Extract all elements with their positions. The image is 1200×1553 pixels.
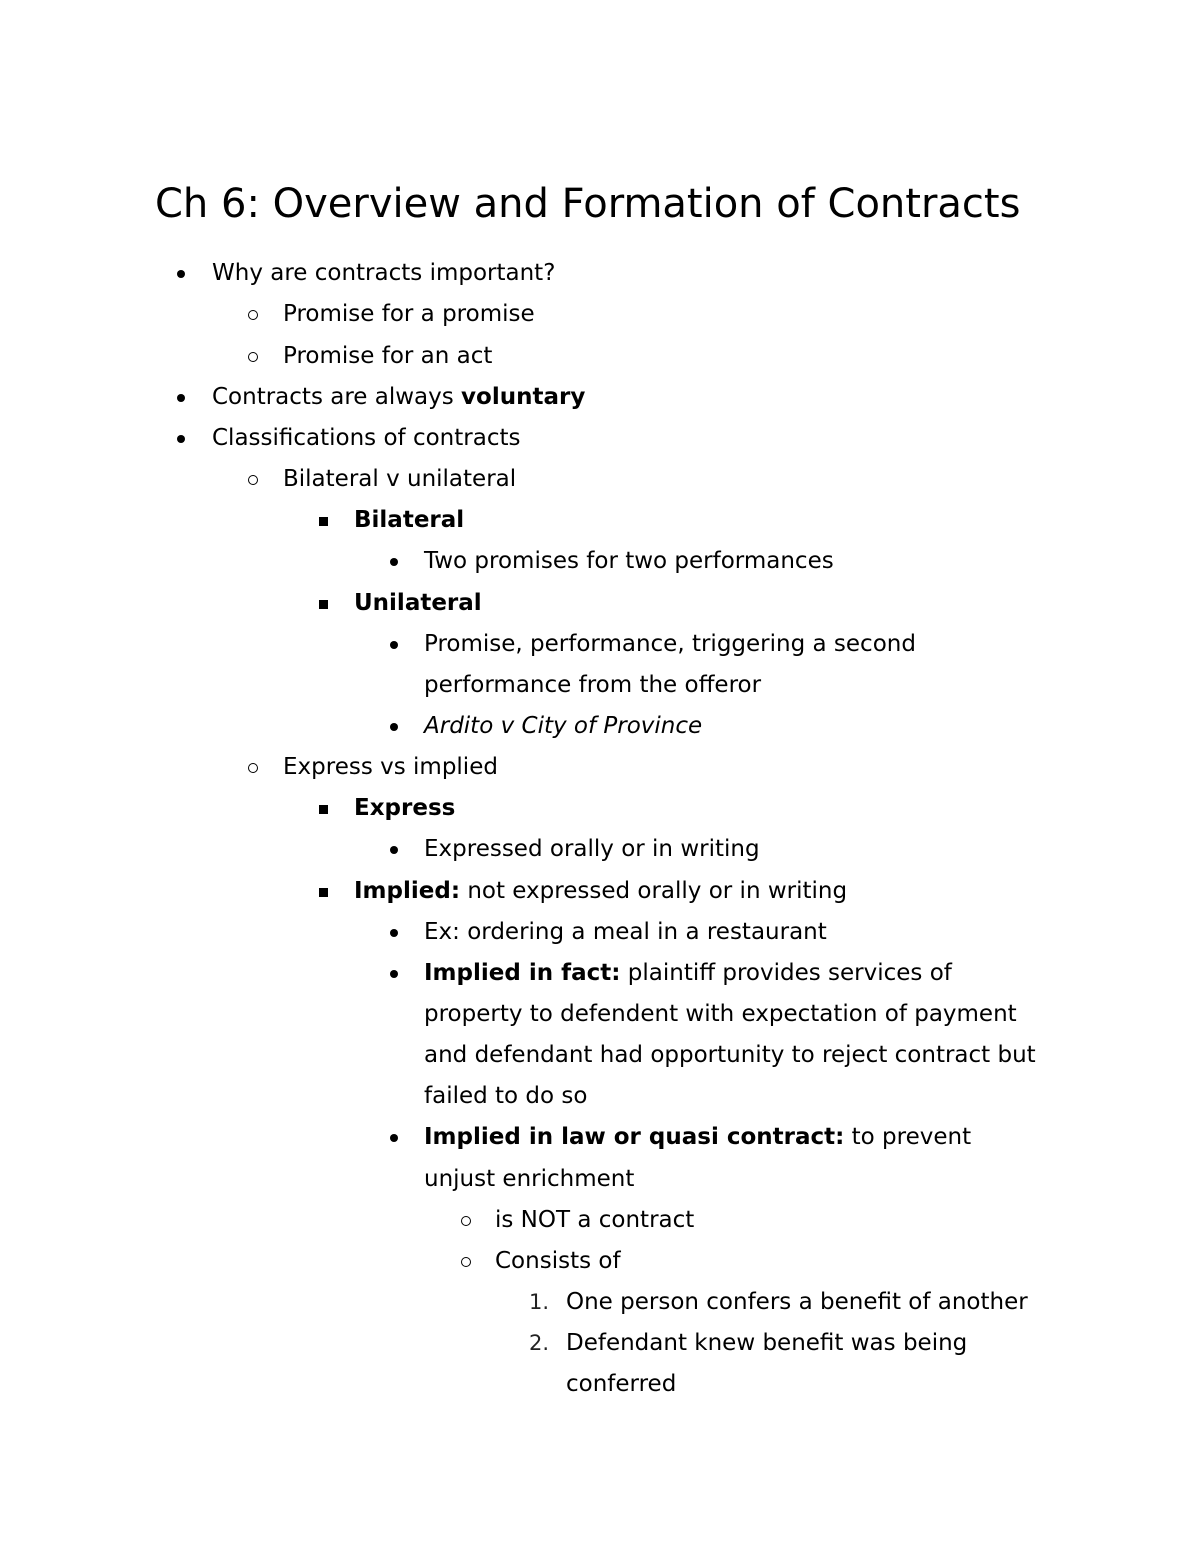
list-item — [0, 747, 1200, 788]
list-item — [0, 336, 1200, 377]
item-text: Implied: not expressed orally or in writing — [354, 878, 848, 904]
item-text: property to defendent with expectation of payment — [424, 1001, 1017, 1027]
item-text: Promise for a promise — [283, 301, 535, 327]
list-item — [0, 1282, 1200, 1323]
list-item-continuation — [0, 1035, 1200, 1076]
item-text: failed to do so — [424, 1083, 588, 1109]
list-item — [0, 1241, 1200, 1282]
list-item-continuation — [0, 994, 1200, 1035]
item-text: unjust enrichment — [424, 1166, 635, 1192]
item-text: One person confers a benefit of another — [566, 1289, 1028, 1315]
item-text: Consists of — [495, 1248, 621, 1274]
item-text: Classifications of contracts — [212, 425, 521, 451]
list-item — [0, 871, 1200, 912]
list-item — [0, 377, 1200, 418]
item-text: Expressed orally or in writing — [424, 836, 760, 862]
item-text: Two promises for two performances — [424, 548, 834, 574]
list-item — [0, 418, 1200, 459]
item-text: Contracts are always voluntary — [212, 384, 586, 410]
list-item — [0, 459, 1200, 500]
item-text: and defendant had opportunity to reject contract but — [424, 1042, 1036, 1068]
list-item — [0, 294, 1200, 335]
list-number: 2. — [529, 1331, 550, 1355]
item-text: Defendant knew benefit was being — [566, 1330, 968, 1356]
item-text: Promise for an act — [283, 343, 493, 369]
list-item — [0, 624, 1200, 665]
item-text: Implied in fact: plaintiff provides services of — [424, 960, 952, 986]
item-text: Promise, performance, triggering a second — [424, 631, 916, 657]
list-item — [0, 500, 1200, 541]
list-item — [0, 253, 1200, 294]
item-text: Ardito v City of Province — [424, 713, 703, 739]
page-title: Ch 6: Overview and Formation of Contracts — [155, 181, 1021, 227]
list-item-continuation — [0, 665, 1200, 706]
item-text: conferred — [566, 1371, 677, 1397]
list-item — [0, 1323, 1200, 1364]
list-item — [0, 953, 1200, 994]
list-item-continuation — [0, 1364, 1200, 1405]
list-item-continuation — [0, 1159, 1200, 1200]
item-text: Bilateral v unilateral — [283, 466, 517, 492]
list-number: 1. — [529, 1290, 550, 1314]
list-item — [0, 706, 1200, 747]
item-text: Express vs implied — [283, 754, 498, 780]
list-item — [0, 829, 1200, 870]
item-text: performance from the offeror — [424, 672, 762, 698]
item-text: Unilateral — [354, 590, 482, 616]
item-text: Ex: ordering a meal in a restaurant — [424, 919, 827, 945]
item-text: is NOT a contract — [495, 1207, 695, 1233]
list-item — [0, 1200, 1200, 1241]
list-item — [0, 541, 1200, 582]
list-item-continuation — [0, 1076, 1200, 1117]
list-item — [0, 788, 1200, 829]
item-text: Why are contracts important? — [212, 260, 556, 286]
item-text: Bilateral — [354, 507, 465, 533]
list-item — [0, 1117, 1200, 1158]
item-text: Implied in law or quasi contract: to prevent — [424, 1124, 972, 1150]
list-item — [0, 912, 1200, 953]
list-item — [0, 583, 1200, 624]
item-text: Express — [354, 795, 456, 821]
